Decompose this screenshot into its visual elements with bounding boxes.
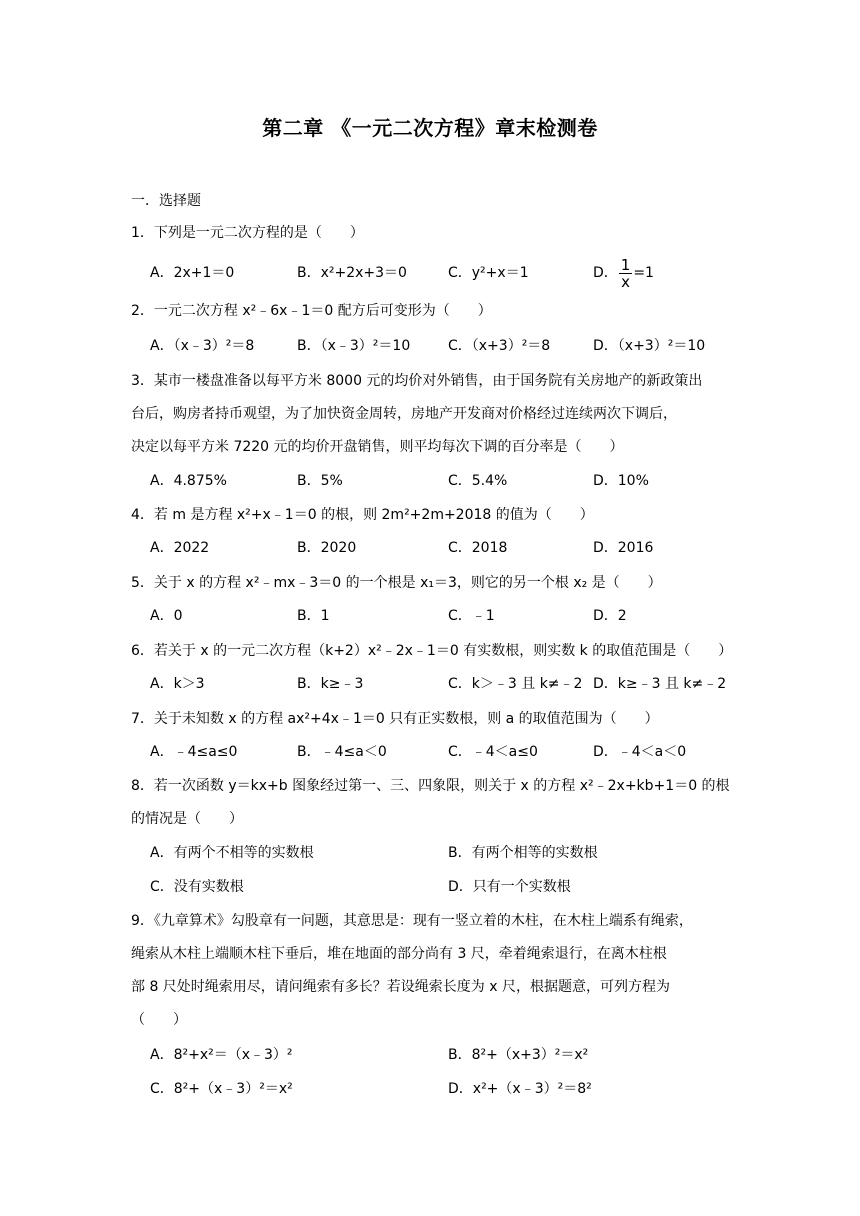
question-8-options-row-1 <box>150 841 750 865</box>
question-3-options <box>150 469 750 493</box>
option-a: A．2x+1＝0 <box>150 265 235 281</box>
option-d-label: D． <box>593 265 618 281</box>
option-b: B．8²+（x+3）²＝x² <box>448 1047 589 1063</box>
question-9-options-row-2 <box>150 1077 750 1101</box>
option-a: A．4.875% <box>150 473 227 489</box>
question-9-line-4: （ ） <box>131 1012 187 1028</box>
option-b: B．有两个相等的实数根 <box>448 845 598 861</box>
option-d <box>593 254 654 292</box>
fraction-denominator: x <box>621 272 630 291</box>
option-b: B．﹣4≤a＜0 <box>297 744 387 760</box>
question-5-stem: 5．关于 x 的方程 x²﹣mx﹣3＝0 的一个根是 x₁＝3，则它的另一个根 x₂ 是（ ） <box>131 575 662 591</box>
option-c: C．2018 <box>448 540 508 556</box>
section-heading: 一．选择题 <box>131 193 201 209</box>
option-b: B．5% <box>297 473 343 489</box>
question-3-line-1: 3．某市一楼盘准备以每平方米 8000 元的均价对外销售，由于国务院有关房地产的新政策出 <box>131 373 703 389</box>
question-8-line-1: 8．若一次函数 y＝kx+b 图象经过第一、三、四象限，则关于 x 的方程 x²﹣2x+kb+1＝0 的根 <box>131 778 730 794</box>
fraction-numerator: 1 <box>620 255 631 274</box>
option-a: A．2022 <box>150 540 210 556</box>
option-c: C．﹣1 <box>448 608 495 624</box>
option-c: C．8²+（x﹣3）²＝x² <box>150 1081 293 1097</box>
option-d: D．2016 <box>593 540 654 556</box>
question-9-line-3: 部 8 尺处时绳索用尽，请问绳索有多长？若设绳索长度为 x 尺，根据题意，可列方程为 <box>131 979 670 995</box>
question-2-stem: 2．一元二次方程 x²﹣6x﹣1＝0 配方后可变形为（ ） <box>131 303 492 319</box>
option-d-rest: =1 <box>633 265 654 281</box>
option-a: A．8²+x²＝（x﹣3）² <box>150 1047 293 1063</box>
question-1-options <box>150 255 750 291</box>
option-d: D．﹣4＜a＜0 <box>593 744 687 760</box>
option-d: D．10% <box>593 473 649 489</box>
question-1-stem: 1．下列是一元二次方程的是（ ） <box>131 225 364 241</box>
question-8-options-row-2 <box>150 875 750 899</box>
page-title: 第二章 《一元二次方程》章末检测卷 <box>262 116 598 140</box>
question-5-options <box>150 604 750 628</box>
option-a: A．有两个不相等的实数根 <box>150 845 314 861</box>
option-a: A．0 <box>150 608 183 624</box>
option-d: D．（x+3）²＝10 <box>593 338 706 354</box>
question-4-stem: 4．若 m 是方程 x²+x﹣1＝0 的根，则 2m²+2m+2018 的值为（ ） <box>131 507 594 523</box>
question-9-options-row-1 <box>150 1043 750 1067</box>
option-c: C．5.4% <box>448 473 508 489</box>
option-b: B．1 <box>297 608 330 624</box>
option-a: A．（x﹣3）²＝8 <box>150 338 255 354</box>
question-7-options <box>150 740 750 764</box>
option-d: D．只有一个实数根 <box>448 879 571 895</box>
option-d: D．k≥﹣3 且 k≠﹣2 <box>593 676 727 692</box>
option-c: C．k＞﹣3 且 k≠﹣2 <box>448 676 583 692</box>
question-3-line-3: 决定以每平方米 7220 元的均价开盘销售，则平均每次下调的百分率是（ ） <box>131 439 624 455</box>
question-9-line-1: 9．《九章算术》勾股章有一问题，其意思是：现有一竖立着的木柱，在木柱上端系有绳索， <box>131 913 693 929</box>
question-2-options <box>150 334 750 358</box>
option-b: B．k≥﹣3 <box>297 676 364 692</box>
question-8-line-2: 的情况是（ ） <box>131 811 243 827</box>
option-c: C．y²+x＝1 <box>448 265 529 281</box>
option-c: C．（x+3）²＝8 <box>448 338 551 354</box>
question-6-stem: 6．若关于 x 的一元二次方程（k+2）x²﹣2x﹣1＝0 有实数根，则实数 k 的取值范围是（ ） <box>131 643 733 659</box>
question-6-options <box>150 672 750 696</box>
option-d: D．2 <box>593 608 627 624</box>
fraction <box>619 257 633 290</box>
question-4-options <box>150 536 750 560</box>
question-3-line-2: 台后，购房者持币观望，为了加快资金周转，房地产开发商对价格经过连续两次下调后， <box>131 406 677 422</box>
option-a: A．﹣4≤a≤0 <box>150 744 238 760</box>
question-9-line-2: 绳索从木柱上端顺木柱下垂后，堆在地面的部分尚有 3 尺，牵着绳索退行，在离木柱根 <box>131 946 667 962</box>
option-b: B．（x﹣3）²＝10 <box>297 338 411 354</box>
option-b: B．2020 <box>297 540 357 556</box>
option-c: C．﹣4＜a≤0 <box>448 744 538 760</box>
option-b: B．x²+2x+3＝0 <box>297 265 407 281</box>
option-c: C．没有实数根 <box>150 879 244 895</box>
question-7-stem: 7．关于未知数 x 的方程 ax²+4x﹣1＝0 只有正实数根，则 a 的取值范围为（ ） <box>131 711 659 727</box>
option-d: D．x²+（x﹣3）²＝8² <box>448 1081 592 1097</box>
option-a: A．k＞3 <box>150 676 205 692</box>
